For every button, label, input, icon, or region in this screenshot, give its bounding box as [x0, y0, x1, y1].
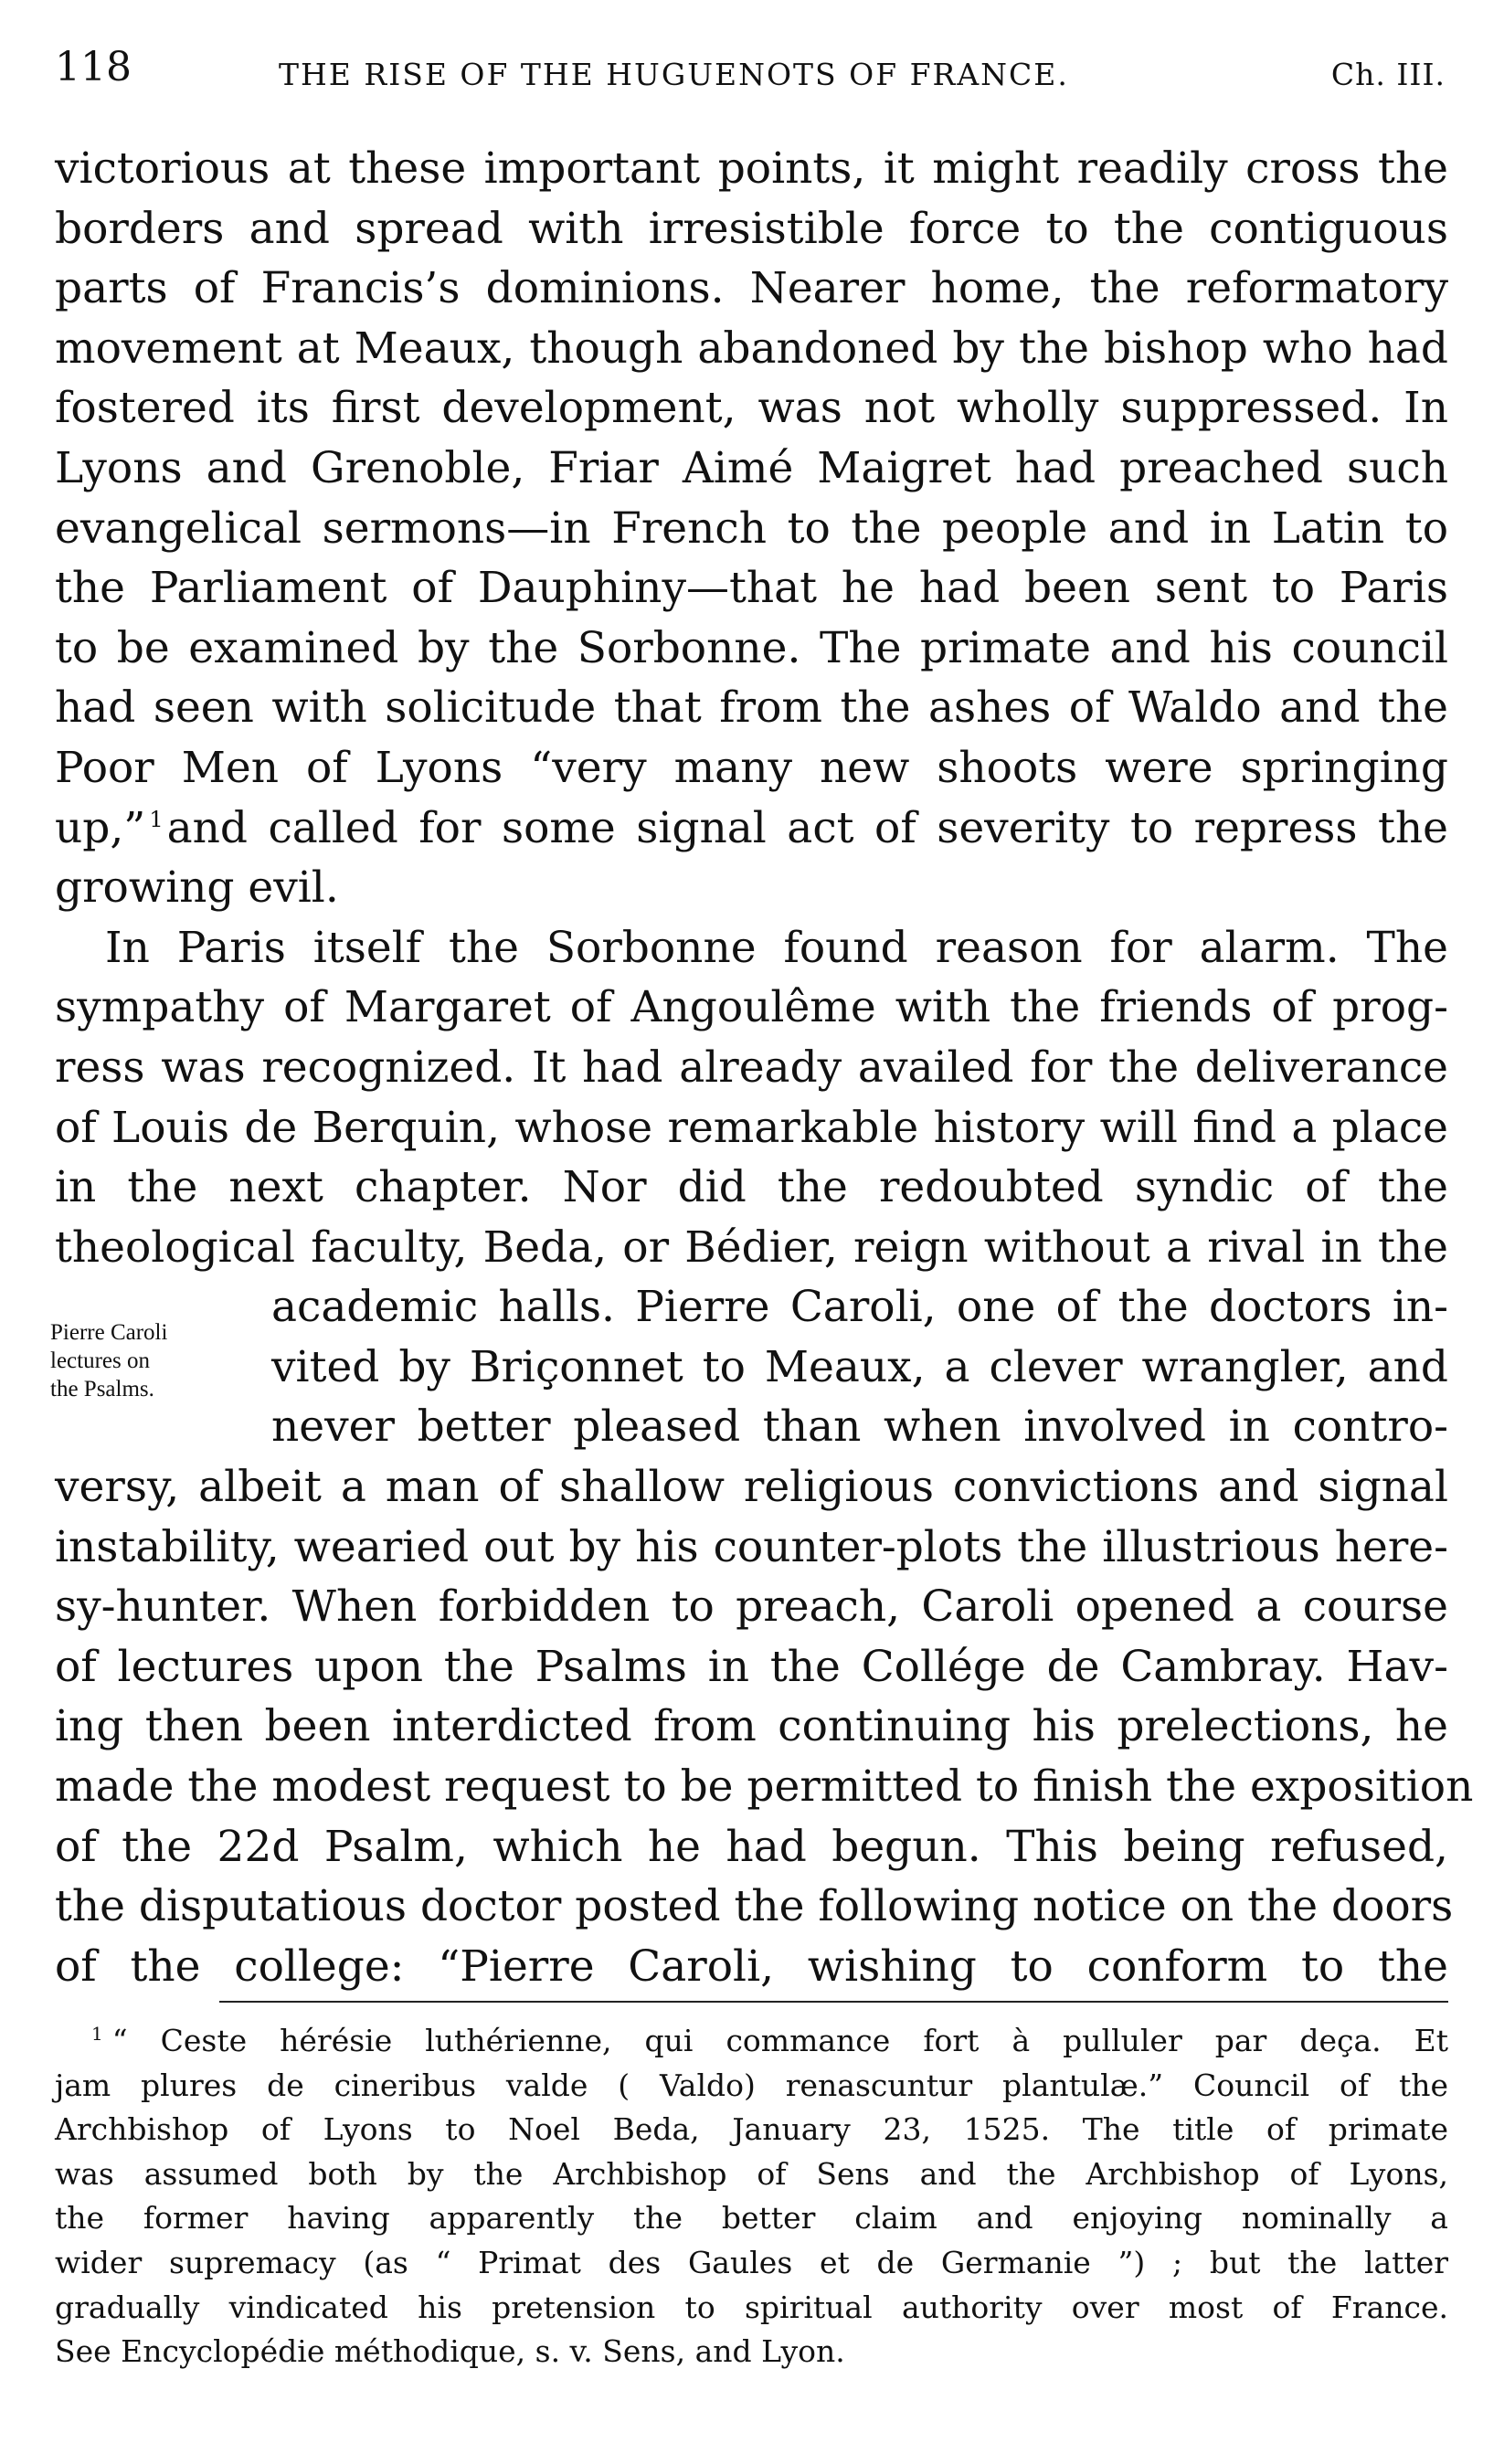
text-line: of lectures upon the Psalms in the Collége de Cambray. Hav- [55, 1641, 1448, 1692]
running-header [55, 44, 1449, 99]
text-segment: and called for some signal act of severity to repress the [166, 802, 1448, 853]
footnote-reference[interactable]: 1 [149, 806, 164, 832]
footnote-line: jam plures de cineribus valde ( Valdo) renascuntur plantulæ.” Council of the [55, 2067, 1448, 2103]
text-line: instability, wearied out by his counter-plots the illustrious here- [55, 1521, 1448, 1572]
text-line: the disputatious doctor posted the following notice on the doors [55, 1881, 1454, 1932]
margin-note-line: Pierre Caroli [50, 1320, 168, 1345]
footnote-line: See Encyclopédie méthodique, s. v. Sens, and Lyon. [55, 2333, 845, 2370]
footnote-line: the former having apparently the better claim and enjoying nominally a [55, 2200, 1448, 2237]
text-line: parts of Francis’s dominions. Nearer home, the reformatory [55, 263, 1448, 314]
margin-note-line: lectures on [50, 1348, 150, 1373]
text-line: the Parliament of Dauphiny—that he had been sent to Paris [55, 563, 1448, 614]
text-line: sympathy of Margaret of Angoulême with the friends of prog- [55, 982, 1448, 1033]
text-line: of the college: “Pierre Caroli, wishing to conform to the [55, 1941, 1448, 1992]
text-line: borders and spread with irresistible force to the contiguous [55, 203, 1448, 254]
text-segment: up,” [55, 802, 146, 853]
footnote-text: “ Ceste hérésie luthérienne, qui commance fort à pulluler par deça. Et [111, 2023, 1448, 2058]
text-line: theological faculty, Beda, or Bédier, reign without a rival in the [55, 1221, 1448, 1273]
text-line: vited by Briçonnet to Meaux, a clever wrangler, and [271, 1341, 1448, 1392]
text-line: victorious at these important points, it might readily cross the [55, 143, 1448, 194]
text-line-with-footnote-ref [55, 798, 1448, 859]
text-line: to be examined by the Sorbonne. The primate and his council [55, 622, 1448, 673]
chapter-label: Ch. III. [1330, 57, 1446, 92]
text-line: Poor Men of Lyons “very many new shoots were springing [55, 742, 1448, 793]
text-line: had seen with solicitude that from the ashes of Waldo and the [55, 682, 1448, 734]
footnote-divider [219, 2001, 1448, 2003]
text-line: made the modest request to be permitted to finish the exposition [55, 1761, 1474, 1813]
page-number: 118 [55, 44, 132, 90]
text-line: evangelical sermons—in French to the people and in Latin to [55, 502, 1448, 554]
footnote-line: Archbishop of Lyons to Noel Beda, January 23, 1525. The title of primate [55, 2111, 1448, 2148]
text-line: never better pleased than when involved in contro- [271, 1401, 1448, 1453]
text-line: of Louis de Berquin, whose remarkable history will find a place [55, 1102, 1448, 1153]
text-line: in the next chapter. Nor did the redoubted syndic of the [55, 1162, 1448, 1213]
text-line: fostered its first development, was not wholly suppressed. In [55, 383, 1448, 434]
text-line: movement at Meaux, though abandoned by the bishop who had [55, 323, 1448, 374]
paragraph-start-line: In Paris itself the Sorbonne found reason for alarm. The [105, 922, 1448, 973]
footnote-line: wider supremacy (as “ Primat des Gaules et de Germanie ”) ; but the latter [55, 2244, 1448, 2280]
text-line: Lyons and Grenoble, Friar Aimé Maigret had preached such [55, 442, 1448, 493]
footnote-marker: 1 [91, 2023, 103, 2045]
running-title: THE RISE OF THE HUGUENOTS OF FRANCE. [279, 57, 1069, 92]
footnote-line [55, 2019, 1448, 2064]
main-text [55, 139, 1474, 1996]
text-line: ing then been interdicted from continuing his prelections, he [55, 1701, 1448, 1752]
footnotes [55, 2019, 1448, 2374]
text-line: academic halls. Pierre Caroli, one of the doctors in- [271, 1282, 1448, 1333]
text-line: sy-hunter. When forbidden to preach, Caroli opened a course [55, 1581, 1448, 1633]
text-line: of the 22d Psalm, which he had begun. This being refused, [55, 1821, 1448, 1872]
text-line: versy, albeit a man of shallow religious convictions and signal [55, 1462, 1448, 1513]
margin-note-line: the Psalms. [50, 1377, 154, 1401]
footnote-line: was assumed both by the Archbishop of Sens and the Archbishop of Lyons, [55, 2155, 1448, 2192]
text-line: growing evil. [55, 862, 339, 914]
footnote-line: gradually vindicated his pretension to spiritual authority over most of France. [55, 2289, 1448, 2325]
text-line: ress was recognized. It had already availed for the deliverance [55, 1042, 1448, 1093]
margin-note [50, 1318, 242, 1403]
